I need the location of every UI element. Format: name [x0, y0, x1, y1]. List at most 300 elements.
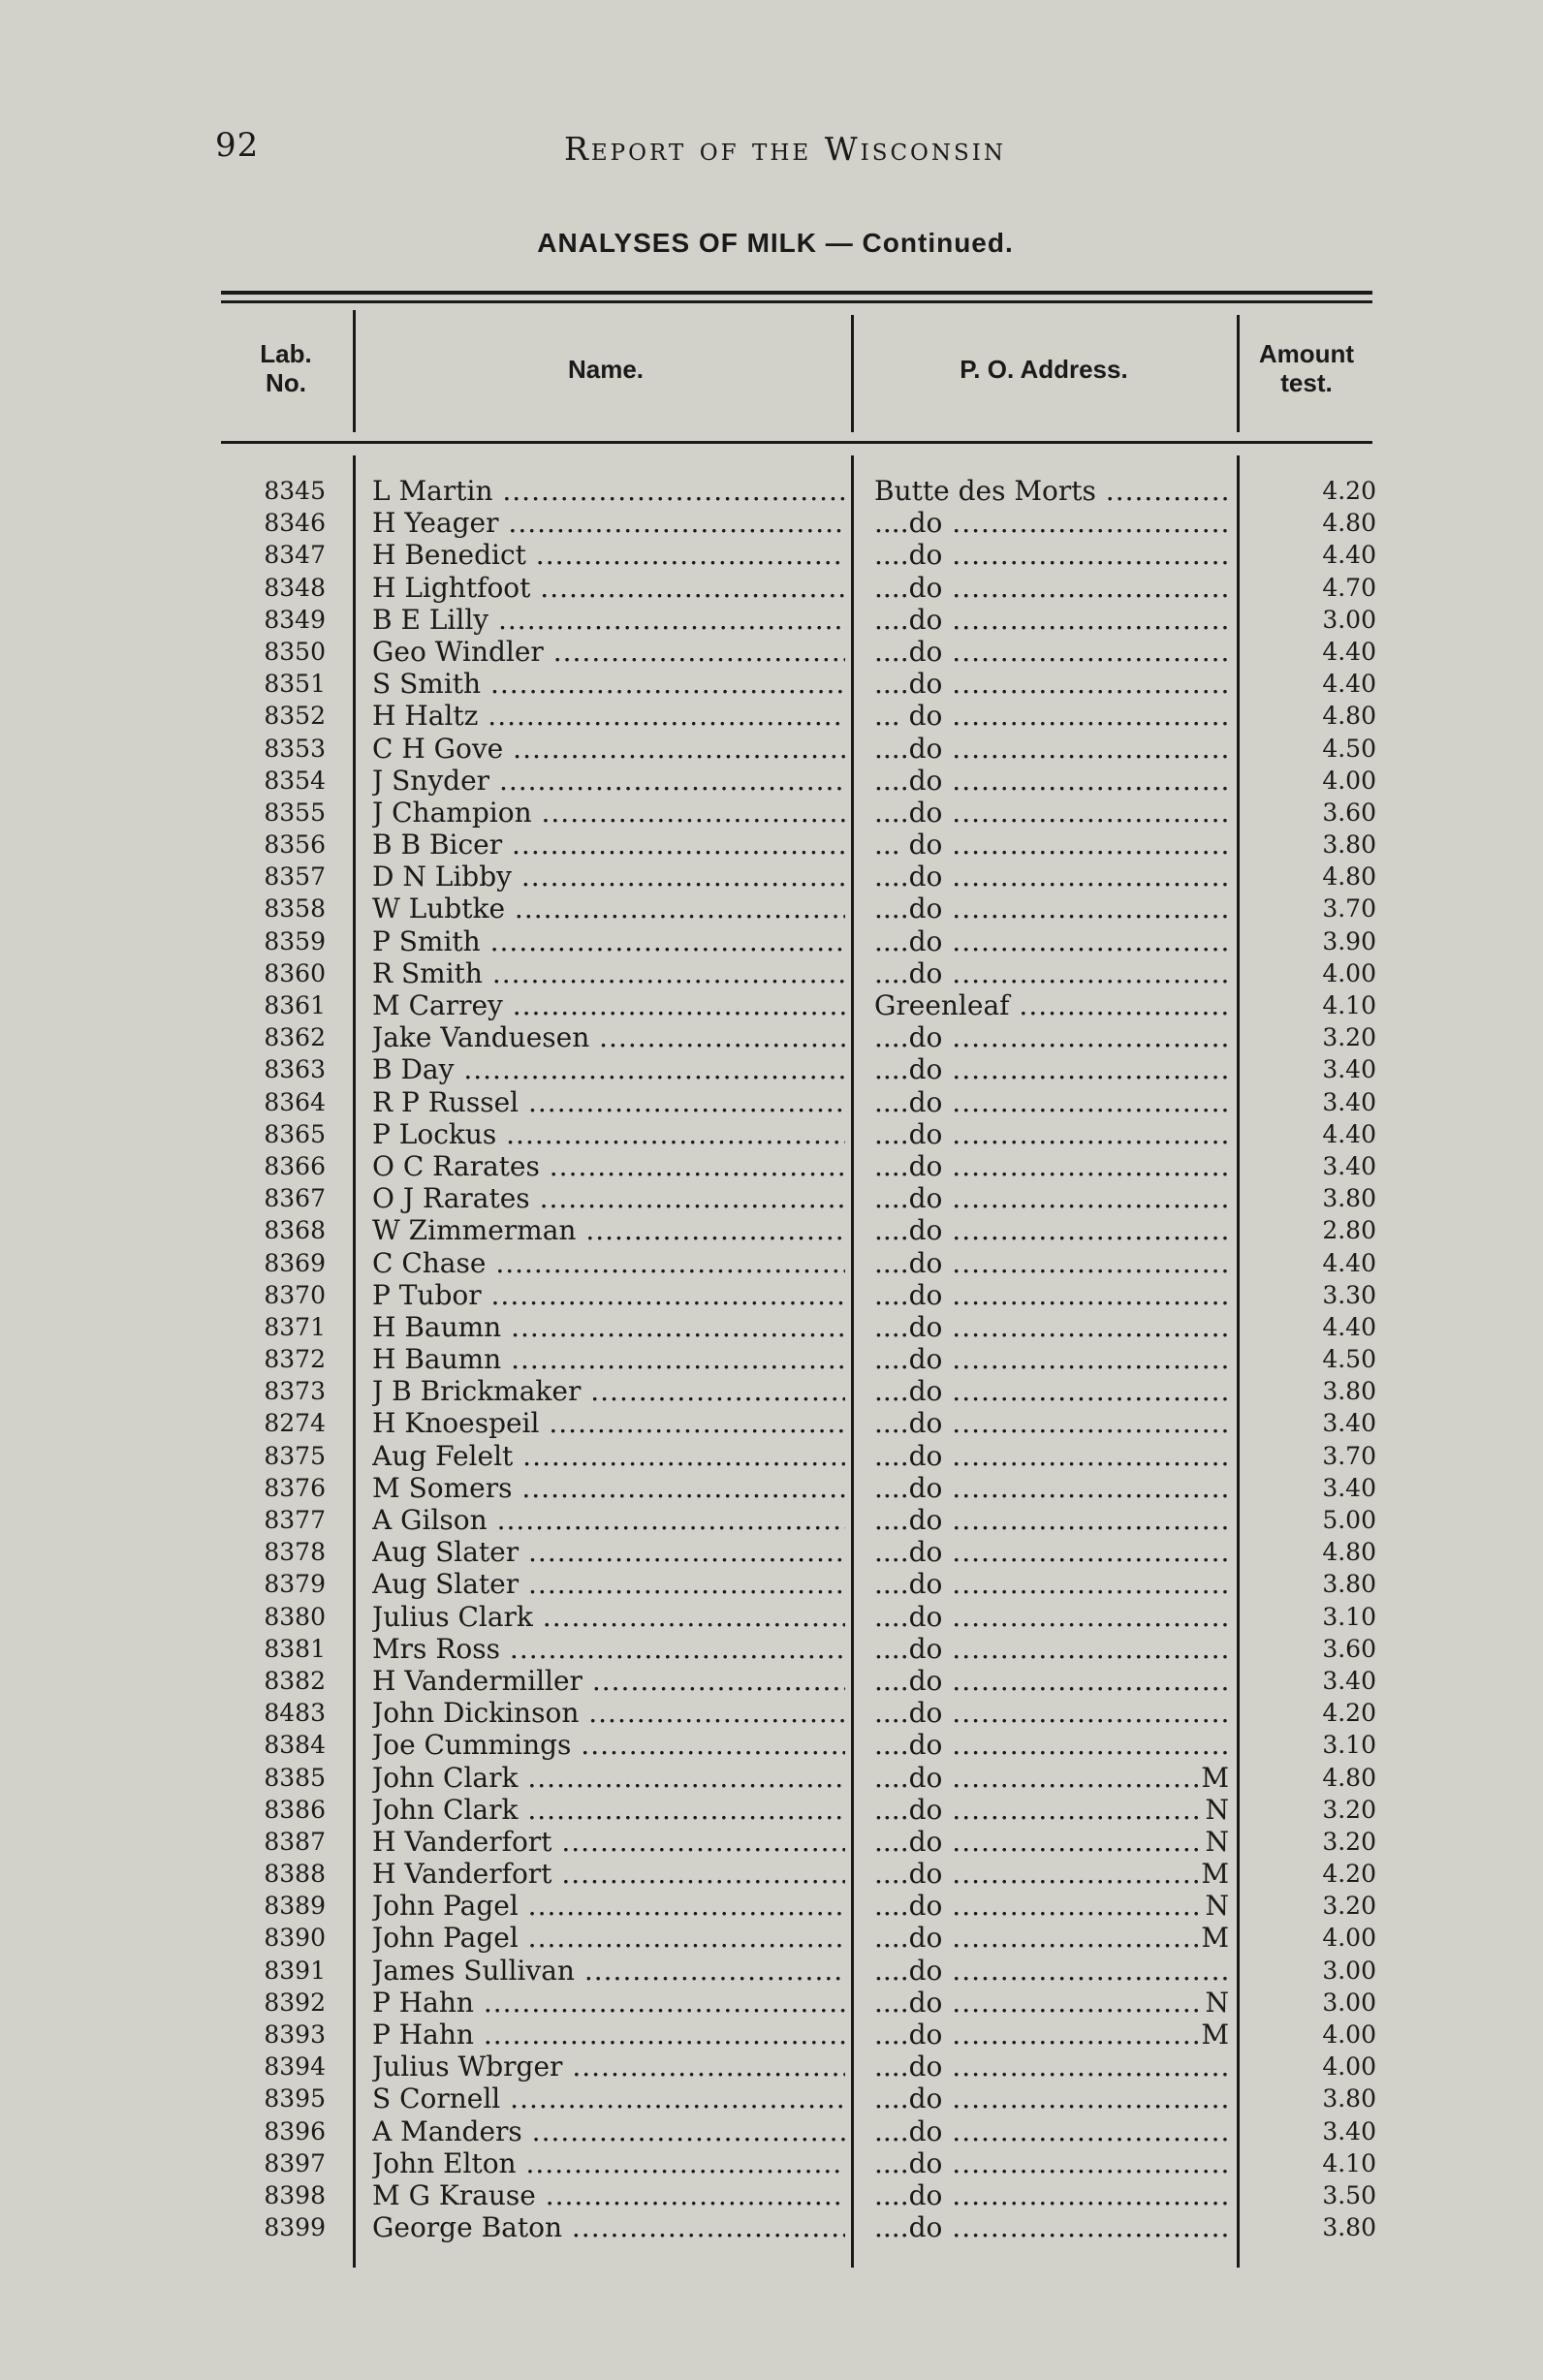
table-row — [0, 1568, 1543, 1600]
table-row — [0, 2179, 1543, 2211]
lab-number: 8395 — [264, 2084, 326, 2114]
address-cell — [874, 1150, 1229, 1182]
address-cell — [874, 1890, 1229, 1922]
name-cell — [372, 829, 845, 861]
address-cell — [874, 2051, 1229, 2082]
address-cell — [874, 1021, 1229, 1053]
lab-number: 8393 — [264, 2020, 326, 2049]
name-text: John Elton — [372, 2146, 517, 2179]
address-cell — [874, 668, 1229, 700]
name-text: H Vandermiller — [372, 1664, 583, 1697]
name-text: M Carrey — [372, 989, 503, 1021]
address-cell — [874, 1053, 1229, 1085]
name-cell — [372, 1697, 845, 1729]
milk-flag: M — [1201, 2019, 1229, 2051]
address-cell — [874, 1987, 1229, 2019]
name-text: J Snyder — [372, 764, 490, 797]
name-text: Jake Vanduesen — [372, 1021, 590, 1054]
name-cell — [372, 1826, 845, 1858]
address-text: ....do — [874, 1471, 943, 1504]
column-divider-1-header — [353, 310, 356, 432]
lab-number: 8362 — [264, 1023, 326, 1052]
name-text: John Dickinson — [372, 1697, 580, 1730]
name-text: M G Krause — [372, 2178, 536, 2211]
address-cell — [874, 475, 1229, 507]
name-text: M Somers — [372, 1471, 513, 1504]
name-cell — [372, 1086, 845, 1118]
table-row — [0, 1955, 1543, 1987]
name-cell — [372, 2147, 845, 2179]
name-cell — [372, 1922, 845, 1954]
lab-number: 8346 — [264, 509, 326, 538]
amount-test: 4.00 — [1322, 2052, 1376, 2082]
name-text: John Clark — [372, 1761, 519, 1794]
address-text: Butte des Morts — [874, 475, 1096, 507]
amount-test: 4.20 — [1322, 477, 1376, 505]
address-text: ....do — [874, 1600, 943, 1633]
amount-test: 4.10 — [1322, 991, 1376, 1019]
lab-number: 8351 — [264, 670, 326, 699]
name-cell — [372, 765, 845, 797]
address-text: ... do — [874, 829, 943, 861]
name-cell — [372, 2179, 845, 2211]
name-cell — [372, 1118, 845, 1150]
address-cell — [874, 1568, 1229, 1600]
name-text: H Benedict — [372, 539, 526, 572]
address-cell — [874, 2179, 1229, 2211]
table-row — [0, 1086, 1543, 1118]
amount-test: 3.40 — [1322, 1055, 1376, 1084]
lab-number: 8354 — [264, 766, 326, 795]
name-cell — [372, 2115, 845, 2147]
lab-number: 8373 — [264, 1377, 326, 1406]
lab-number: 8353 — [264, 734, 326, 763]
amount-test: 4.40 — [1322, 1248, 1376, 1277]
milk-flag: M — [1201, 1858, 1229, 1891]
address-cell — [874, 2147, 1229, 2179]
name-cell — [372, 1568, 845, 1600]
lab-number: 8378 — [264, 1538, 326, 1567]
name-text: B B Bicer — [372, 829, 503, 861]
lab-number: 8359 — [264, 926, 326, 955]
address-text: ....do — [874, 2114, 943, 2147]
name-cell — [372, 1794, 845, 1826]
name-cell — [372, 1279, 845, 1311]
name-cell — [372, 957, 845, 989]
table-row — [0, 1794, 1543, 1826]
amount-test: 4.00 — [1322, 958, 1376, 987]
lab-number: 8356 — [264, 830, 326, 860]
address-text: ....do — [874, 732, 943, 765]
name-text: O C Rarates — [372, 1149, 540, 1182]
name-text: H Baumn — [372, 1343, 502, 1376]
name-text: H Haltz — [372, 700, 479, 733]
table-row — [0, 1375, 1543, 1407]
amount-test: 3.70 — [1322, 1441, 1376, 1470]
amount-test: 4.20 — [1322, 1860, 1376, 1889]
amount-test: 4.10 — [1322, 2148, 1376, 2177]
column-header-lab — [233, 339, 339, 397]
name-text: W Zimmerman — [372, 1214, 577, 1247]
lab-number: 8369 — [264, 1248, 326, 1277]
lab-number: 8365 — [264, 1119, 326, 1148]
lab-number: 8364 — [264, 1087, 326, 1116]
amount-test: 3.80 — [1322, 2213, 1376, 2242]
column-header-name: Name. — [567, 355, 645, 384]
name-cell — [372, 892, 845, 924]
lab-number: 8348 — [264, 573, 326, 602]
name-cell — [372, 572, 845, 604]
lab-number: 8358 — [264, 894, 326, 924]
table-row — [0, 1472, 1543, 1504]
amount-test: 3.20 — [1322, 1023, 1376, 1052]
table-row — [0, 572, 1543, 604]
name-cell — [372, 1150, 845, 1182]
table-row — [0, 2082, 1543, 2114]
address-text: ....do — [874, 2178, 943, 2211]
name-cell — [372, 507, 845, 539]
table-row — [0, 1762, 1543, 1794]
table-row — [0, 1697, 1543, 1729]
address-text: ....do — [874, 1664, 943, 1697]
name-cell — [372, 1762, 845, 1794]
address-cell — [874, 539, 1229, 571]
lab-number: 8352 — [264, 702, 326, 731]
table-row — [0, 1729, 1543, 1761]
address-cell — [874, 957, 1229, 989]
lab-number: 8397 — [264, 2148, 326, 2177]
top-double-rule-inner — [221, 300, 1372, 303]
amount-test: 4.00 — [1322, 1924, 1376, 1953]
table-row — [0, 2051, 1543, 2082]
address-text: ....do — [874, 507, 943, 540]
address-cell — [874, 2019, 1229, 2051]
name-cell — [372, 1472, 845, 1504]
amount-test: 3.40 — [1322, 1087, 1376, 1116]
name-text: H Knoespeil — [372, 1407, 540, 1440]
address-cell — [874, 1407, 1229, 1439]
lab-number: 8379 — [264, 1570, 326, 1599]
name-cell — [372, 1343, 845, 1375]
name-text: Joe Cummings — [372, 1729, 572, 1762]
table-row — [0, 957, 1543, 989]
address-cell — [874, 1279, 1229, 1311]
lab-number: 8385 — [264, 1763, 326, 1792]
amount-test: 3.40 — [1322, 1473, 1376, 1502]
name-text: H Vanderfort — [372, 1825, 552, 1858]
name-cell — [372, 1858, 845, 1890]
amount-test: 3.30 — [1322, 1280, 1376, 1309]
amount-test: 4.40 — [1322, 541, 1376, 570]
address-cell — [874, 1858, 1229, 1890]
table-body — [0, 475, 1543, 2243]
column-header-address: P. O. Address. — [960, 355, 1128, 384]
lab-number: 8347 — [264, 541, 326, 570]
name-text: George Baton — [372, 2211, 562, 2244]
amount-test: 3.10 — [1322, 1731, 1376, 1760]
milk-flag: N — [1205, 1890, 1229, 1923]
amount-test: 3.10 — [1322, 1602, 1376, 1631]
name-text: John Pagel — [372, 1890, 519, 1923]
amount-test: 3.00 — [1322, 1956, 1376, 1985]
address-text: ....do — [874, 1536, 943, 1569]
table-title: ANALYSES OF MILK — Continued. — [537, 228, 1014, 258]
table-row — [0, 1601, 1543, 1633]
name-text: H Lightfoot — [372, 571, 531, 604]
address-text: ....do — [874, 924, 943, 957]
address-cell — [874, 636, 1229, 668]
amount-test: 3.20 — [1322, 1892, 1376, 1921]
address-text: ... do — [874, 700, 943, 733]
address-cell — [874, 1794, 1229, 1826]
address-text: ....do — [874, 1632, 943, 1665]
table-row — [0, 989, 1543, 1021]
address-text: ....do — [874, 1214, 943, 1247]
name-text: J B Brickmaker — [372, 1375, 582, 1408]
name-cell — [372, 636, 845, 668]
table-row — [0, 1858, 1543, 1890]
table-row — [0, 2211, 1543, 2243]
address-cell — [874, 1762, 1229, 1794]
name-text: J Champion — [372, 796, 532, 829]
name-text: Aug Slater — [372, 1568, 520, 1601]
lab-number: 8350 — [264, 637, 326, 666]
address-text: ....do — [874, 1278, 943, 1311]
name-text: John Clark — [372, 1793, 519, 1826]
address-text: ....do — [874, 1858, 943, 1891]
address-text: ....do — [874, 1504, 943, 1536]
milk-flag: N — [1205, 1825, 1229, 1858]
amount-test: 4.80 — [1322, 1763, 1376, 1792]
table-row — [0, 797, 1543, 829]
address-cell — [874, 1440, 1229, 1472]
name-text: W Lubtke — [372, 892, 506, 925]
address-cell — [874, 861, 1229, 892]
name-cell — [372, 1375, 845, 1407]
milk-flag: N — [1205, 1986, 1229, 2019]
address-text: ....do — [874, 539, 943, 572]
table-row — [0, 1214, 1543, 1246]
address-text: ....do — [874, 1986, 943, 2019]
column-divider-3-header — [1237, 315, 1240, 432]
name-text: C Chase — [372, 1246, 487, 1279]
address-cell — [874, 1729, 1229, 1761]
table-row — [0, 892, 1543, 924]
amount-test: 3.00 — [1322, 1988, 1376, 2017]
amount-test: 3.80 — [1322, 1570, 1376, 1599]
table-row — [0, 507, 1543, 539]
address-text: ....do — [874, 1149, 943, 1182]
amount-test: 3.40 — [1322, 2116, 1376, 2145]
address-cell — [874, 1311, 1229, 1343]
name-cell — [372, 925, 845, 957]
amount-test: 2.80 — [1322, 1216, 1376, 1245]
table-row — [0, 765, 1543, 797]
address-cell — [874, 1826, 1229, 1858]
name-cell — [372, 1214, 845, 1246]
address-text: ....do — [874, 956, 943, 989]
amount-test: 4.40 — [1322, 1312, 1376, 1341]
table-row — [0, 1053, 1543, 1085]
table-row — [0, 861, 1543, 892]
name-text: P Hahn — [372, 1986, 474, 2019]
amount-test: 3.50 — [1322, 2180, 1376, 2209]
lab-number: 8349 — [264, 605, 326, 634]
address-cell — [874, 700, 1229, 732]
amount-test: 4.80 — [1322, 1538, 1376, 1567]
name-text: D N Libby — [372, 861, 512, 893]
amount-test: 3.80 — [1322, 2084, 1376, 2114]
address-text: ....do — [874, 1729, 943, 1762]
address-text: ....do — [874, 892, 943, 925]
lab-number: 8274 — [264, 1409, 326, 1438]
lab-number: 8372 — [264, 1345, 326, 1374]
amount-test: 3.60 — [1322, 1634, 1376, 1663]
column-divider-2-header — [851, 315, 854, 432]
address-cell — [874, 765, 1229, 797]
milk-flag: N — [1205, 1793, 1229, 1826]
table-row — [0, 1633, 1543, 1665]
table-row — [0, 2147, 1543, 2179]
address-text: ....do — [874, 1954, 943, 1987]
address-cell — [874, 1086, 1229, 1118]
address-cell — [874, 1536, 1229, 1568]
amount-test: 4.80 — [1322, 509, 1376, 538]
address-text: ....do — [874, 1697, 943, 1730]
address-cell — [874, 829, 1229, 861]
address-cell — [874, 2211, 1229, 2243]
table-row — [0, 1343, 1543, 1375]
address-cell — [874, 925, 1229, 957]
lab-number: 8366 — [264, 1151, 326, 1180]
amount-test: 3.80 — [1322, 830, 1376, 860]
table-row — [0, 1021, 1543, 1053]
amount-test: 3.90 — [1322, 926, 1376, 955]
address-text: ....do — [874, 1407, 943, 1440]
address-text: ....do — [874, 1246, 943, 1279]
amount-test: 4.80 — [1322, 702, 1376, 731]
lab-number: 8391 — [264, 1956, 326, 1985]
header-bottom-rule — [221, 441, 1372, 444]
address-cell — [874, 1601, 1229, 1633]
column-header-lab-line2: No. — [266, 368, 306, 397]
name-text: Aug Felelt — [372, 1439, 514, 1472]
name-text: A Manders — [372, 2114, 522, 2147]
address-text: ....do — [874, 1568, 943, 1601]
lab-number: 8360 — [264, 958, 326, 987]
amount-test: 3.40 — [1322, 1666, 1376, 1695]
lab-number: 8390 — [264, 1924, 326, 1953]
address-text: ....do — [874, 1922, 943, 1955]
name-text: Mrs Ross — [372, 1632, 501, 1665]
table-row — [0, 1118, 1543, 1150]
table-row — [0, 1890, 1543, 1922]
address-text: ....do — [874, 1761, 943, 1794]
table-row — [0, 1150, 1543, 1182]
name-text: P Tubor — [372, 1278, 482, 1311]
address-cell — [874, 1247, 1229, 1279]
address-text: ....do — [874, 796, 943, 829]
amount-test: 3.20 — [1322, 1827, 1376, 1856]
lab-number: 8361 — [264, 991, 326, 1019]
lab-number: 8387 — [264, 1827, 326, 1856]
address-cell — [874, 1375, 1229, 1407]
lab-number: 8357 — [264, 862, 326, 892]
address-text: ....do — [874, 764, 943, 797]
name-cell — [372, 733, 845, 765]
lab-number: 8394 — [264, 2052, 326, 2082]
name-cell — [372, 475, 845, 507]
name-text: P Hahn — [372, 2019, 474, 2051]
column-header-lab-line1: Lab. — [260, 339, 312, 368]
name-cell — [372, 1407, 845, 1439]
amount-test: 4.50 — [1322, 734, 1376, 763]
table-row — [0, 604, 1543, 636]
address-text: ....do — [874, 1793, 943, 1826]
name-text: B E Lilly — [372, 603, 489, 636]
name-text: H Vanderfort — [372, 1858, 552, 1891]
name-cell — [372, 604, 845, 636]
lab-number: 8367 — [264, 1184, 326, 1213]
address-cell — [874, 1665, 1229, 1697]
address-text: ....do — [874, 1117, 943, 1150]
table-row — [0, 925, 1543, 957]
name-text: R Smith — [372, 956, 483, 989]
name-cell — [372, 700, 845, 732]
address-cell — [874, 1697, 1229, 1729]
lab-number: 8396 — [264, 2116, 326, 2145]
name-cell — [372, 1536, 845, 1568]
amount-test: 4.20 — [1322, 1699, 1376, 1728]
address-text: ....do — [874, 861, 943, 893]
name-text: Julius Clark — [372, 1600, 533, 1633]
address-text: ....do — [874, 1890, 943, 1923]
name-cell — [372, 1021, 845, 1053]
name-text: Aug Slater — [372, 1536, 520, 1569]
name-cell — [372, 2051, 845, 2082]
name-text: R P Russel — [372, 1085, 520, 1118]
amount-test: 5.00 — [1322, 1506, 1376, 1534]
address-text: ....do — [874, 1439, 943, 1472]
name-text: Geo Windler — [372, 635, 544, 668]
column-header-amount-line1: Amount — [1258, 339, 1355, 368]
name-cell — [372, 2019, 845, 2051]
table-row — [0, 2115, 1543, 2147]
page-number: 92 — [215, 126, 260, 165]
lab-number: 8345 — [264, 477, 326, 505]
address-text: ....do — [874, 2211, 943, 2244]
table-row — [0, 668, 1543, 700]
name-cell — [372, 989, 845, 1021]
lab-number: 8389 — [264, 1892, 326, 1921]
amount-test: 3.20 — [1322, 1795, 1376, 1824]
address-text: ....do — [874, 1343, 943, 1376]
amount-test: 3.40 — [1322, 1409, 1376, 1438]
name-text: A Gilson — [372, 1504, 488, 1536]
address-cell — [874, 507, 1229, 539]
name-cell — [372, 1504, 845, 1536]
name-cell — [372, 539, 845, 571]
address-text: ....do — [874, 668, 943, 701]
lab-number: 8375 — [264, 1441, 326, 1470]
table-row — [0, 539, 1543, 571]
top-double-rule — [221, 291, 1372, 295]
amount-test: 4.50 — [1322, 1345, 1376, 1374]
address-cell — [874, 1955, 1229, 1987]
address-text: ....do — [874, 1085, 943, 1118]
table-row — [0, 829, 1543, 861]
amount-test: 4.40 — [1322, 637, 1376, 666]
